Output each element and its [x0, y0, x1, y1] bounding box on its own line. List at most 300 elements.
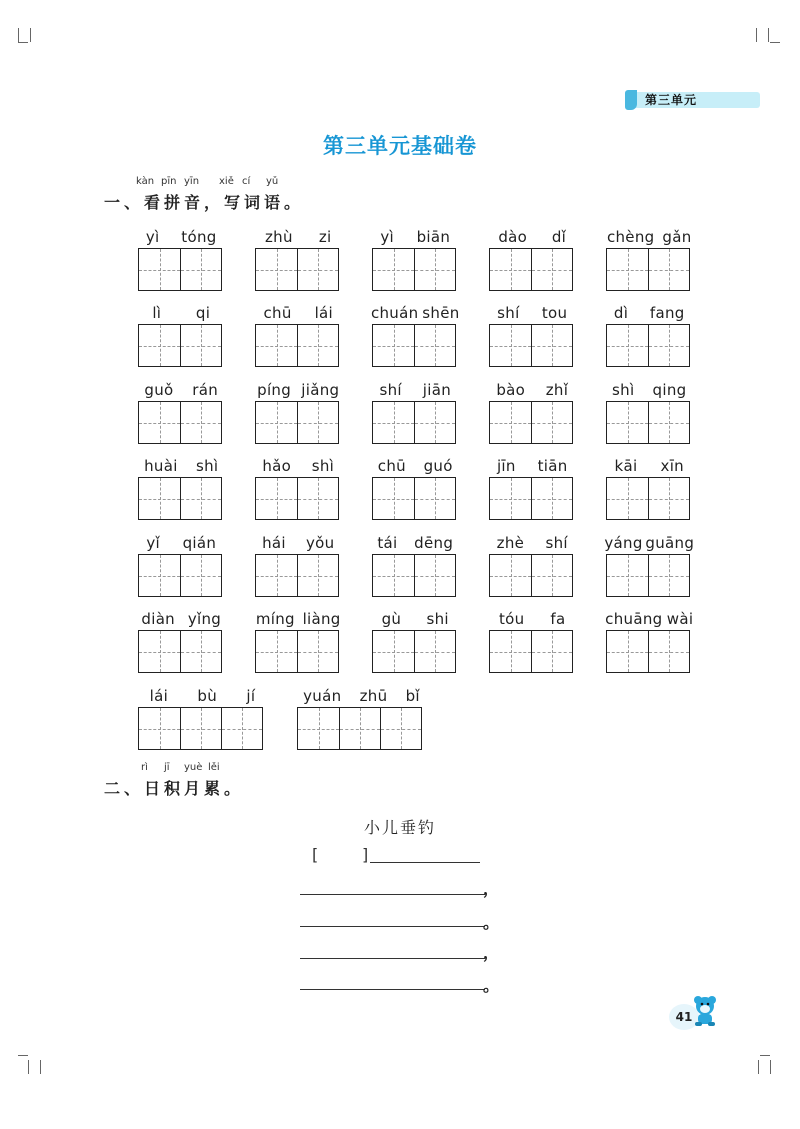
bear-mascot-icon: [692, 994, 718, 1028]
cell-guide-vertical: [160, 249, 161, 290]
word-pinyin: [369, 457, 462, 477]
writing-cell[interactable]: [180, 708, 221, 749]
section-1-heading: 一、看拼音，写词语。: [104, 193, 305, 212]
cell-guide-vertical: [318, 249, 319, 290]
tianzige-boxes: [255, 630, 339, 673]
heading-pinyin: yīn: [184, 176, 200, 187]
tianzige-boxes: [489, 248, 573, 291]
writing-cell[interactable]: [139, 555, 180, 596]
writing-cell[interactable]: [297, 402, 338, 443]
cell-guide-vertical: [435, 478, 436, 519]
word-pinyin: [369, 381, 462, 401]
crop-mark: [40, 1060, 41, 1074]
heading-pinyin: lěi: [208, 762, 220, 773]
cell-guide-vertical: [552, 555, 553, 596]
word-pinyin: [369, 304, 462, 324]
crop-mark: [760, 1055, 770, 1056]
pinyin-syllable: tiān: [537, 457, 568, 475]
tianzige-boxes: [489, 401, 573, 444]
pinyin-syllable: bǐ: [405, 687, 420, 705]
cell-guide-vertical: [319, 708, 320, 749]
writing-cell[interactable]: [256, 402, 297, 443]
cell-guide-vertical: [401, 708, 402, 749]
heading-pinyin: yǔ: [266, 176, 279, 187]
cell-guide-vertical: [160, 402, 161, 443]
writing-cell[interactable]: [648, 555, 689, 596]
cell-guide-vertical: [435, 249, 436, 290]
writing-cell[interactable]: [414, 631, 455, 672]
word-pinyin: [135, 228, 228, 248]
author-bracket: [312, 845, 369, 864]
crop-mark: [770, 42, 780, 43]
writing-cell[interactable]: [139, 478, 180, 519]
crop-mark: [18, 28, 19, 42]
cell-guide-vertical: [628, 325, 629, 366]
page-number: 41: [669, 1004, 699, 1030]
writing-cell[interactable]: [373, 325, 414, 366]
word-pinyin: [135, 304, 228, 324]
tianzige-boxes: [138, 707, 263, 750]
tianzige-boxes: [372, 630, 456, 673]
cell-guide-vertical: [669, 402, 670, 443]
word-pinyin: [486, 228, 579, 248]
tianzige-boxes: [255, 324, 339, 367]
writing-cell[interactable]: [139, 708, 180, 749]
tianzige-boxes: [489, 477, 573, 520]
cell-guide-vertical: [277, 325, 278, 366]
tianzige-boxes: [138, 248, 222, 291]
word-pinyin: [252, 304, 345, 324]
cell-guide-vertical: [552, 478, 553, 519]
cell-guide-vertical: [628, 631, 629, 672]
pinyin-syllable: dǐ: [551, 228, 567, 246]
crop-mark: [30, 28, 31, 42]
writing-cell[interactable]: [298, 708, 339, 749]
word-pinyin: [603, 381, 696, 401]
cell-guide-vertical: [669, 325, 670, 366]
writing-cell[interactable]: [256, 555, 297, 596]
cell-guide-vertical: [277, 249, 278, 290]
cell-guide-vertical: [160, 555, 161, 596]
heading-pinyin: pīn: [161, 176, 177, 187]
pinyin-syllable: míng: [255, 610, 295, 628]
tianzige-boxes: [606, 324, 690, 367]
pinyin-syllable: qián: [182, 534, 217, 552]
writing-cell[interactable]: [607, 249, 648, 290]
word-pinyin: [486, 381, 579, 401]
author-answer-line[interactable]: [370, 862, 480, 863]
cell-guide-vertical: [669, 631, 670, 672]
cell-guide-vertical: [552, 249, 553, 290]
writing-cell[interactable]: [648, 478, 689, 519]
writing-cell[interactable]: [607, 402, 648, 443]
pinyin-syllable: jí: [246, 687, 256, 705]
unit-tab-label: 第三单元: [645, 93, 698, 107]
poem-line-1-punct: ，: [483, 879, 500, 898]
pinyin-syllable: jīn: [496, 457, 516, 475]
tianzige-boxes: [489, 324, 573, 367]
writing-cell[interactable]: [607, 325, 648, 366]
pinyin-syllable: yáng: [604, 534, 643, 552]
pinyin-syllable: lái: [314, 304, 334, 322]
crop-mark: [756, 28, 757, 42]
heading-pinyin: cí: [242, 176, 251, 187]
cell-guide-vertical: [318, 325, 319, 366]
cell-guide-vertical: [628, 249, 629, 290]
writing-cell[interactable]: [297, 478, 338, 519]
pinyin-syllable: dào: [498, 228, 528, 246]
tianzige-boxes: [138, 477, 222, 520]
cell-guide-vertical: [435, 555, 436, 596]
writing-cell[interactable]: [139, 325, 180, 366]
tianzige-boxes: [255, 248, 339, 291]
word-pinyin: [603, 304, 696, 324]
writing-cell[interactable]: [180, 555, 221, 596]
tianzige-boxes: [255, 477, 339, 520]
pinyin-syllable: huài: [144, 457, 178, 475]
cell-guide-vertical: [669, 249, 670, 290]
pinyin-syllable: zhū: [359, 687, 388, 705]
cell-guide-vertical: [394, 478, 395, 519]
cell-guide-vertical: [552, 402, 553, 443]
word-pinyin: [252, 457, 345, 477]
pinyin-syllable: yǐ: [146, 534, 160, 552]
writing-cell[interactable]: [256, 249, 297, 290]
poem-line-3-answer[interactable]: [300, 958, 485, 959]
cell-guide-vertical: [552, 631, 553, 672]
writing-cell[interactable]: [256, 631, 297, 672]
word-pinyin: [486, 534, 579, 554]
pinyin-syllable: chū: [377, 457, 406, 475]
cell-guide-vertical: [201, 325, 202, 366]
cell-guide-vertical: [511, 249, 512, 290]
writing-cell[interactable]: [373, 249, 414, 290]
cell-guide-vertical: [394, 631, 395, 672]
heading-pinyin: yuè: [184, 762, 203, 773]
writing-cell[interactable]: [648, 325, 689, 366]
pinyin-syllable: shi: [426, 610, 449, 628]
pinyin-syllable: tóng: [181, 228, 217, 246]
writing-cell[interactable]: [139, 631, 180, 672]
crop-mark: [770, 1060, 771, 1074]
pinyin-syllable: qing: [652, 381, 687, 399]
crop-mark: [18, 42, 28, 43]
cell-guide-vertical: [277, 402, 278, 443]
writing-cell[interactable]: [414, 249, 455, 290]
pinyin-syllable: yì: [145, 228, 160, 246]
word-pinyin: [252, 610, 345, 630]
pinyin-syllable: fang: [649, 304, 685, 322]
pinyin-syllable: shēn: [422, 304, 460, 322]
writing-cell[interactable]: [414, 325, 455, 366]
cell-guide-vertical: [318, 631, 319, 672]
word-pinyin: [135, 534, 228, 554]
pinyin-syllable: shì: [195, 457, 219, 475]
writing-cell[interactable]: [648, 631, 689, 672]
section-2-heading: 二、日积月累。: [104, 779, 245, 798]
pinyin-syllable: biān: [416, 228, 451, 246]
writing-cell[interactable]: [490, 325, 531, 366]
tianzige-boxes: [255, 401, 339, 444]
writing-cell[interactable]: [339, 708, 380, 749]
writing-cell[interactable]: [414, 478, 455, 519]
word-pinyin: [135, 687, 270, 707]
pinyin-syllable: gù: [381, 610, 402, 628]
unit-tab: [625, 92, 760, 108]
writing-cell[interactable]: [490, 249, 531, 290]
pinyin-syllable: shí: [545, 534, 568, 552]
pinyin-syllable: rán: [192, 381, 219, 399]
writing-cell[interactable]: [256, 325, 297, 366]
tianzige-boxes: [606, 248, 690, 291]
writing-cell[interactable]: [648, 402, 689, 443]
pinyin-syllable: zhù: [265, 228, 293, 246]
writing-cell[interactable]: [414, 402, 455, 443]
pinyin-syllable: wài: [666, 610, 694, 628]
tianzige-boxes: [372, 248, 456, 291]
writing-cell[interactable]: [180, 631, 221, 672]
writing-cell[interactable]: [139, 402, 180, 443]
word-pinyin: [135, 381, 228, 401]
cell-guide-vertical: [318, 555, 319, 596]
word-pinyin: [135, 457, 228, 477]
word-pinyin: [369, 228, 462, 248]
pinyin-syllable: guāng: [645, 534, 695, 552]
tianzige-boxes: [138, 554, 222, 597]
cell-guide-vertical: [435, 325, 436, 366]
tianzige-boxes: [138, 324, 222, 367]
writing-cell[interactable]: [607, 555, 648, 596]
tianzige-boxes: [297, 707, 422, 750]
tianzige-boxes: [372, 554, 456, 597]
tianzige-boxes: [606, 401, 690, 444]
word-pinyin: [486, 457, 579, 477]
word-pinyin: [486, 610, 579, 630]
tianzige-boxes: [489, 554, 573, 597]
writing-cell[interactable]: [607, 631, 648, 672]
pinyin-syllable: liàng: [302, 610, 341, 628]
cell-guide-vertical: [552, 325, 553, 366]
writing-cell[interactable]: [531, 478, 572, 519]
cell-guide-vertical: [160, 631, 161, 672]
pinyin-syllable: jiǎng: [301, 381, 340, 399]
writing-cell[interactable]: [297, 631, 338, 672]
writing-cell[interactable]: [256, 478, 297, 519]
pinyin-syllable: tóu: [498, 610, 525, 628]
pinyin-syllable: kāi: [614, 457, 638, 475]
cell-guide-vertical: [394, 555, 395, 596]
word-pinyin: [252, 381, 345, 401]
cell-guide-vertical: [628, 402, 629, 443]
pinyin-syllable: zhè: [496, 534, 525, 552]
word-pinyin: [603, 534, 696, 554]
cell-guide-vertical: [201, 631, 202, 672]
pinyin-syllable: lì: [152, 304, 162, 322]
cell-guide-vertical: [394, 249, 395, 290]
writing-cell[interactable]: [531, 249, 572, 290]
crop-mark: [758, 1060, 759, 1074]
writing-cell[interactable]: [373, 631, 414, 672]
pinyin-syllable: gǎn: [662, 228, 692, 246]
pinyin-syllable: zhǐ: [545, 381, 569, 399]
tianzige-boxes: [606, 554, 690, 597]
cell-guide-vertical: [511, 555, 512, 596]
cell-guide-vertical: [277, 555, 278, 596]
tianzige-boxes: [138, 401, 222, 444]
cell-guide-vertical: [201, 249, 202, 290]
word-pinyin: [486, 304, 579, 324]
writing-cell[interactable]: [373, 478, 414, 519]
poem-line-4-answer[interactable]: [300, 989, 485, 990]
writing-cell[interactable]: [180, 325, 221, 366]
pinyin-syllable: dēng: [414, 534, 454, 552]
pinyin-syllable: guǒ: [144, 381, 174, 399]
unit-tab-edge: [625, 90, 637, 110]
pinyin-syllable: shì: [311, 457, 335, 475]
heading-pinyin: xiě: [219, 176, 234, 187]
cell-guide-vertical: [511, 325, 512, 366]
cell-guide-vertical: [318, 402, 319, 443]
cell-guide-vertical: [669, 555, 670, 596]
cell-guide-vertical: [511, 402, 512, 443]
cell-guide-vertical: [511, 631, 512, 672]
pinyin-syllable: chuāng: [605, 610, 663, 628]
tianzige-boxes: [255, 554, 339, 597]
pinyin-syllable: bào: [496, 381, 526, 399]
pinyin-syllable: shì: [612, 381, 635, 399]
pinyin-syllable: xīn: [660, 457, 684, 475]
writing-cell[interactable]: [180, 249, 221, 290]
writing-cell[interactable]: [531, 555, 572, 596]
cell-guide-vertical: [394, 325, 395, 366]
writing-cell[interactable]: [490, 478, 531, 519]
cell-guide-vertical: [628, 478, 629, 519]
writing-cell[interactable]: [297, 325, 338, 366]
cell-guide-vertical: [201, 402, 202, 443]
tianzige-boxes: [138, 630, 222, 673]
cell-guide-vertical: [318, 478, 319, 519]
writing-cell[interactable]: [531, 325, 572, 366]
writing-cell[interactable]: [180, 478, 221, 519]
writing-cell[interactable]: [297, 555, 338, 596]
cell-guide-vertical: [628, 555, 629, 596]
pinyin-syllable: qi: [195, 304, 211, 322]
poem-line-2-answer[interactable]: [300, 926, 485, 927]
writing-cell[interactable]: [414, 555, 455, 596]
writing-cell[interactable]: [180, 402, 221, 443]
cell-guide-vertical: [394, 402, 395, 443]
cell-guide-vertical: [435, 631, 436, 672]
writing-cell[interactable]: [380, 708, 421, 749]
writing-cell[interactable]: [139, 249, 180, 290]
tianzige-boxes: [606, 630, 690, 673]
crop-mark: [18, 1055, 28, 1056]
writing-cell[interactable]: [607, 478, 648, 519]
pinyin-syllable: shí: [497, 304, 520, 322]
word-pinyin: [603, 457, 696, 477]
heading-pinyin: kàn: [136, 176, 155, 187]
word-pinyin: [603, 228, 696, 248]
word-pinyin: [252, 228, 345, 248]
poem-line-3-punct: ，: [483, 943, 500, 962]
cell-guide-vertical: [160, 325, 161, 366]
pinyin-syllable: píng: [257, 381, 292, 399]
pinyin-syllable: diàn: [141, 610, 175, 628]
cell-guide-vertical: [160, 478, 161, 519]
pinyin-syllable: yǐng: [187, 610, 222, 628]
writing-cell[interactable]: [490, 555, 531, 596]
pinyin-syllable: zi: [318, 228, 332, 246]
tianzige-boxes: [489, 630, 573, 673]
word-pinyin: [369, 534, 462, 554]
pinyin-syllable: jiān: [422, 381, 452, 399]
cell-guide-vertical: [511, 478, 512, 519]
pinyin-syllable: tou: [541, 304, 568, 322]
writing-cell[interactable]: [490, 631, 531, 672]
pinyin-syllable: chèng: [606, 228, 655, 246]
poem-line-2-punct: 。: [483, 913, 500, 932]
bracket-open: [: [312, 845, 319, 864]
pinyin-syllable: tái: [377, 534, 398, 552]
writing-cell[interactable]: [373, 402, 414, 443]
cell-guide-vertical: [201, 555, 202, 596]
cell-guide-vertical: [277, 478, 278, 519]
poem-line-1-answer[interactable]: [300, 894, 485, 895]
writing-cell[interactable]: [373, 555, 414, 596]
pinyin-syllable: yuán: [303, 687, 342, 705]
cell-guide-vertical: [435, 402, 436, 443]
word-pinyin: [369, 610, 462, 630]
pinyin-syllable: fa: [550, 610, 566, 628]
tianzige-boxes: [372, 477, 456, 520]
page-title: 第三单元基础卷: [323, 134, 477, 158]
pinyin-syllable: guó: [423, 457, 453, 475]
pinyin-syllable: yǒu: [305, 534, 335, 552]
pinyin-syllable: dì: [613, 304, 629, 322]
cell-guide-vertical: [201, 478, 202, 519]
pinyin-syllable: chū: [263, 304, 292, 322]
pinyin-syllable: hǎo: [262, 457, 292, 475]
writing-cell[interactable]: [531, 402, 572, 443]
pinyin-syllable: bù: [197, 687, 218, 705]
cell-guide-vertical: [277, 631, 278, 672]
crop-mark: [768, 28, 769, 42]
tianzige-boxes: [372, 324, 456, 367]
word-pinyin: [294, 687, 429, 707]
word-pinyin: [603, 610, 696, 630]
writing-cell[interactable]: [531, 631, 572, 672]
cell-guide-vertical: [201, 708, 202, 749]
writing-cell[interactable]: [297, 249, 338, 290]
word-pinyin: [135, 610, 228, 630]
cell-guide-vertical: [669, 478, 670, 519]
poem-line-4-punct: 。: [483, 976, 500, 995]
pinyin-syllable: shí: [379, 381, 402, 399]
writing-cell[interactable]: [648, 249, 689, 290]
poem-title: 小儿垂钓: [363, 818, 436, 837]
word-pinyin: [252, 534, 345, 554]
cell-guide-vertical: [360, 708, 361, 749]
pinyin-syllable: lái: [149, 687, 169, 705]
cell-guide-vertical: [242, 708, 243, 749]
heading-pinyin: jī: [164, 762, 170, 773]
cell-guide-vertical: [160, 708, 161, 749]
pinyin-syllable: chuán: [370, 304, 419, 322]
writing-cell[interactable]: [221, 708, 262, 749]
writing-cell[interactable]: [490, 402, 531, 443]
heading-pinyin: rì: [141, 762, 148, 773]
tianzige-boxes: [372, 401, 456, 444]
